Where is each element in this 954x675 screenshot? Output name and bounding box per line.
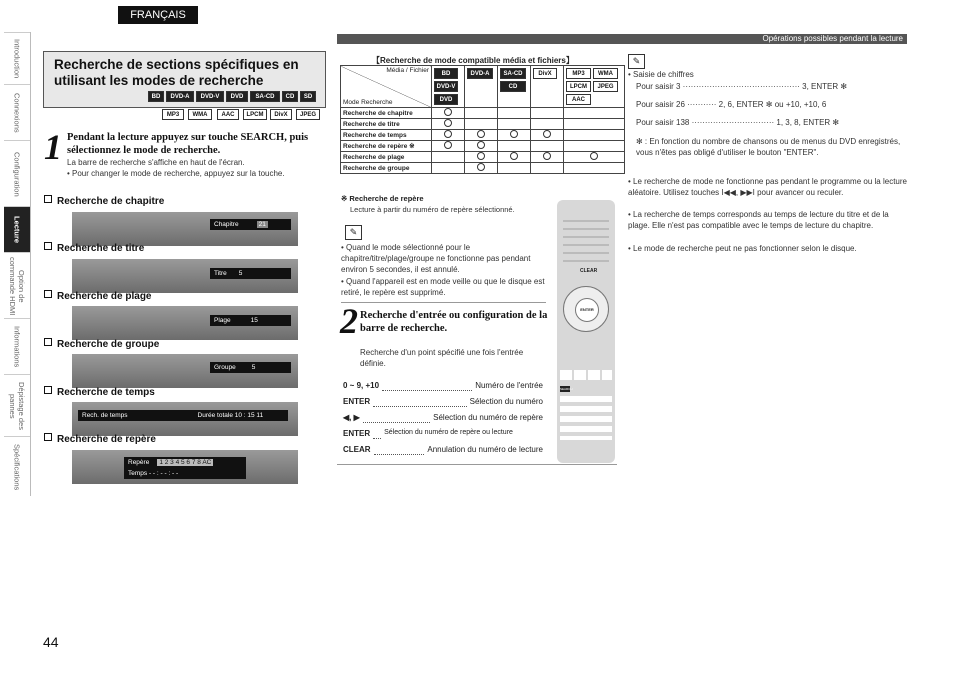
search-bar-label: Repère — [128, 459, 150, 466]
note-text: • Saisie de chiffres — [628, 70, 694, 79]
col-badge: DVD-V — [434, 81, 458, 92]
col-mp3 — [564, 66, 625, 108]
search-bar-value: Durée totale 10 : 15 11 — [197, 412, 264, 419]
note-text: • Le recherche de mode ne fonctionne pas pendant le programme ou la lecture aléatoire. Utilisez touches I◀◀, ▶▶I pour avancer ou reculer. — [628, 177, 907, 197]
sidebar-item-introduction[interactable] — [4, 32, 30, 85]
key-desc: Sélection du numéro de repère — [433, 413, 543, 422]
step-number: 2 — [340, 301, 358, 341]
col-dvda — [465, 66, 498, 108]
sidebar-label: Configuration — [12, 151, 22, 197]
key-list — [343, 381, 543, 461]
remote-transport-buttons — [560, 370, 612, 380]
col-badge: BD — [434, 68, 458, 79]
table-corner — [341, 66, 432, 108]
example-line: Pour saisir 138 ······························· 1, 3, 8, ENTER ✻ — [636, 118, 840, 127]
remote-search-label: SEARCH — [560, 387, 573, 391]
page-number: 44 — [43, 634, 59, 650]
checkbox-icon — [44, 433, 52, 441]
key-row — [343, 445, 543, 461]
checkbox-icon — [44, 290, 52, 298]
circle-mark — [477, 163, 485, 171]
col-badge: DVD — [434, 94, 458, 105]
step-text: • Pour changer le mode de recherche, appuyez sur la touche. — [67, 169, 285, 178]
sidebar-label: Lecture — [12, 216, 22, 244]
step-text: Recherche d'un point spécifié une fois l'entrée définie. — [360, 348, 524, 368]
key-label: ENTER — [343, 429, 371, 438]
example-line: Pour saisir 26 ··········· 2, 6, ENTER ✻ ou +10, +10, 6 — [636, 100, 827, 109]
divider — [341, 302, 546, 303]
table-row — [341, 130, 625, 141]
sidebar-label: Option de commande HDMI — [8, 256, 26, 316]
sidebar-item-configuration[interactable] — [4, 140, 30, 207]
row-label: Recherche de temps — [341, 130, 432, 141]
media-badge: DVD — [226, 91, 248, 102]
note-text: ✻ : En fonction du nombre de chansons ou de menus du DVD enregistrés, vous n'êtes pas obligé d'utiliser le bouton "ENTER". — [636, 137, 901, 157]
search-heading-label: Recherche de temps — [57, 387, 155, 398]
search-screen — [72, 212, 298, 246]
corner-top: Média / Fichier — [386, 67, 429, 74]
sidebar-item-connexions[interactable] — [4, 84, 30, 141]
dot-leader — [373, 397, 466, 407]
search-heading-label: Recherche de chapitre — [57, 196, 165, 207]
search-screen — [72, 402, 298, 436]
page-title: Recherche de sections spécifiques en utilisant les modes de recherche — [54, 57, 299, 88]
search-screen — [72, 259, 298, 293]
search-screen — [72, 306, 298, 340]
step-title: Pendant la lecture appuyez sur touche SEARCH, puis sélectionnez le mode de recherche. — [67, 132, 309, 156]
search-bar-label: Rech. de temps — [82, 412, 128, 419]
key-label: ENTER — [343, 397, 371, 406]
remote-number-pad — [560, 396, 612, 440]
remote-button-grid — [563, 214, 609, 264]
sidebar-item-informations[interactable] — [4, 318, 30, 375]
pencil-icon: ✎ — [628, 54, 645, 69]
checkbox-icon — [44, 242, 52, 250]
sidebar-item-specifications[interactable] — [4, 436, 30, 497]
media-badge: WMA — [188, 109, 212, 120]
media-badge: LPCM — [243, 109, 267, 120]
note-text: • Le mode de recherche peut ne pas fonctionner selon le disque. — [628, 244, 857, 253]
col-bd — [432, 66, 465, 108]
sidebar-label: Spécifications — [12, 443, 22, 491]
search-screen — [72, 354, 298, 388]
search-heading-label: Recherche de repère — [57, 434, 156, 445]
col-badge: DivX — [533, 68, 557, 79]
col-badge: DVD-A — [467, 68, 493, 79]
example-line: Pour saisir 3 ············································ 3, ENTER ✻ — [636, 82, 848, 91]
col-badge: LPCM — [566, 81, 591, 92]
sidebar-item-depistage[interactable] — [4, 374, 30, 437]
key-desc: Annulation du numéro de lecture — [427, 445, 543, 454]
search-bar — [210, 268, 291, 279]
search-bar-label: Groupe — [214, 364, 236, 371]
step-text: La barre de recherche s'affiche en haut de l'écran. — [67, 158, 245, 167]
language-tab: FRANÇAIS — [118, 6, 198, 24]
search-heading — [44, 338, 159, 350]
search-heading — [44, 290, 151, 302]
col-badge: JPEG — [593, 81, 618, 92]
col-sacd — [498, 66, 531, 108]
remote-enter-label: ENTER — [575, 298, 599, 322]
search-bar — [78, 410, 288, 421]
dot-leader — [374, 445, 425, 455]
search-bar-value: 21 — [258, 221, 266, 228]
table-row — [341, 108, 625, 119]
media-badge: SD — [300, 91, 316, 102]
note-text: • La recherche de temps corresponds au temps de lecture du titre et de la plage. Elle n'est pas compatible avec le temps de lecture du chapitre. — [628, 210, 889, 230]
sidebar — [4, 32, 31, 496]
circle-mark — [543, 130, 551, 138]
media-badge: CD — [282, 91, 298, 102]
row-label: Recherche de groupe — [341, 163, 432, 174]
checkbox-icon — [44, 386, 52, 394]
note-text: • Quand l'appareil est en mode veille ou que le disque est retiré, le repère est supprimé. — [341, 277, 545, 297]
col-divx — [531, 66, 564, 108]
circle-mark — [543, 152, 551, 160]
search-heading-label: Recherche de plage — [57, 291, 152, 302]
search-heading — [44, 433, 156, 445]
circle-mark — [477, 152, 485, 160]
search-bar-label: Chapitre — [214, 221, 239, 228]
sidebar-label: Informations — [12, 326, 22, 368]
row-label: Recherche de plage — [341, 152, 432, 163]
search-heading-label: Recherche de titre — [57, 243, 145, 254]
divider — [337, 464, 617, 465]
media-badge: AAC — [217, 109, 239, 120]
media-badge: MP3 — [162, 109, 184, 120]
step-number: 1 — [44, 127, 62, 167]
search-bar-value: 5 — [251, 364, 256, 371]
search-bar-label: Titre — [214, 270, 227, 277]
table-row — [341, 141, 625, 152]
media-badge: BD — [148, 91, 164, 102]
repere-slots: 1 2 3 4 5 6 7 8 AC — [159, 459, 212, 466]
row-label: Recherche de titre — [341, 119, 432, 130]
remote-clear-label: CLEAR — [580, 268, 598, 274]
search-bar — [210, 362, 291, 373]
sidebar-item-lecture[interactable] — [4, 206, 30, 253]
media-badge: DivX — [270, 109, 292, 120]
key-desc: Sélection du numéro — [469, 397, 543, 406]
col-badge: SA-CD — [500, 68, 526, 79]
remote-dpad — [563, 286, 609, 332]
col-badge: CD — [500, 81, 526, 92]
search-bar-value: Temps - - : - - : - - — [128, 470, 179, 477]
search-bar-label: Plage — [214, 317, 231, 324]
key-row — [343, 397, 543, 413]
circle-mark — [510, 152, 518, 160]
table-row — [341, 163, 625, 174]
checkbox-icon — [44, 338, 52, 346]
media-badge: DVD-V — [196, 91, 224, 102]
col-badge: WMA — [593, 68, 618, 79]
search-bar — [210, 219, 291, 230]
key-desc: Numéro de l'entrée — [475, 381, 543, 390]
table-title: 【Recherche de mode compatible média et fichiers】 — [372, 56, 574, 65]
circle-mark — [444, 141, 452, 149]
media-badge: DVD-A — [166, 91, 194, 102]
key-desc: Sélection du numéro de repère ou lecture — [384, 429, 513, 436]
key-row — [343, 429, 543, 445]
circle-mark — [444, 130, 452, 138]
dot-leader — [382, 381, 472, 391]
search-bar-value: 15 — [250, 317, 258, 324]
search-heading — [44, 386, 155, 398]
pencil-icon: ✎ — [345, 225, 362, 240]
section-header: Opérations possibles pendant la lecture — [337, 34, 907, 44]
search-heading — [44, 195, 164, 207]
circle-mark — [477, 130, 485, 138]
repere-note-title: ※ Recherche de repère — [341, 194, 424, 203]
search-heading — [44, 242, 144, 254]
search-screen — [72, 450, 298, 484]
key-label: ◀, ▶ — [343, 413, 360, 422]
sidebar-label: Dépistage des pannes — [8, 382, 26, 430]
search-bar-value: 5 — [238, 270, 243, 277]
dot-leader — [363, 413, 430, 423]
key-label: 0 ~ 9, +10 — [343, 381, 380, 390]
compat-table — [340, 65, 625, 174]
circle-mark — [444, 119, 452, 127]
table-row — [341, 119, 625, 130]
table-row — [341, 152, 625, 163]
repere-row — [128, 457, 246, 468]
corner-bottom: Mode Recherche — [343, 99, 393, 106]
row-label: Recherche de chapitre — [341, 108, 432, 119]
circle-mark — [477, 141, 485, 149]
repere-note-text: Lecture à partir du numéro de repère sélectionné. — [350, 205, 515, 214]
sidebar-item-hdmi[interactable] — [4, 252, 30, 319]
search-bar — [210, 315, 291, 326]
checkbox-icon — [44, 195, 52, 203]
title-box — [43, 51, 326, 108]
media-badge: JPEG — [296, 109, 320, 120]
sidebar-label: Connexions — [12, 93, 22, 133]
key-label: CLEAR — [343, 445, 371, 454]
search-heading-label: Recherche de groupe — [57, 339, 160, 350]
remote-control-illustration — [557, 200, 615, 463]
media-badge: SA-CD — [250, 91, 280, 102]
circle-mark — [444, 108, 452, 116]
circle-mark — [510, 130, 518, 138]
search-bar — [124, 457, 246, 479]
row-label: Recherche de repère ※ — [341, 141, 432, 152]
key-row — [343, 413, 543, 429]
note-text: • Quand le mode sélectionné pour le chapitre/titre/plage/groupe ne fonctionne pas pendant environ 5 secondes, il est annulé. — [341, 243, 531, 274]
sidebar-label: Introduction — [12, 39, 22, 79]
step-title: Recherche d'entrée ou configuration de la barre de recherche. — [360, 310, 548, 334]
col-badge: AAC — [566, 94, 591, 105]
key-row — [343, 381, 543, 397]
col-badge: MP3 — [566, 68, 591, 79]
dot-leader — [373, 429, 381, 439]
circle-mark — [590, 152, 598, 160]
